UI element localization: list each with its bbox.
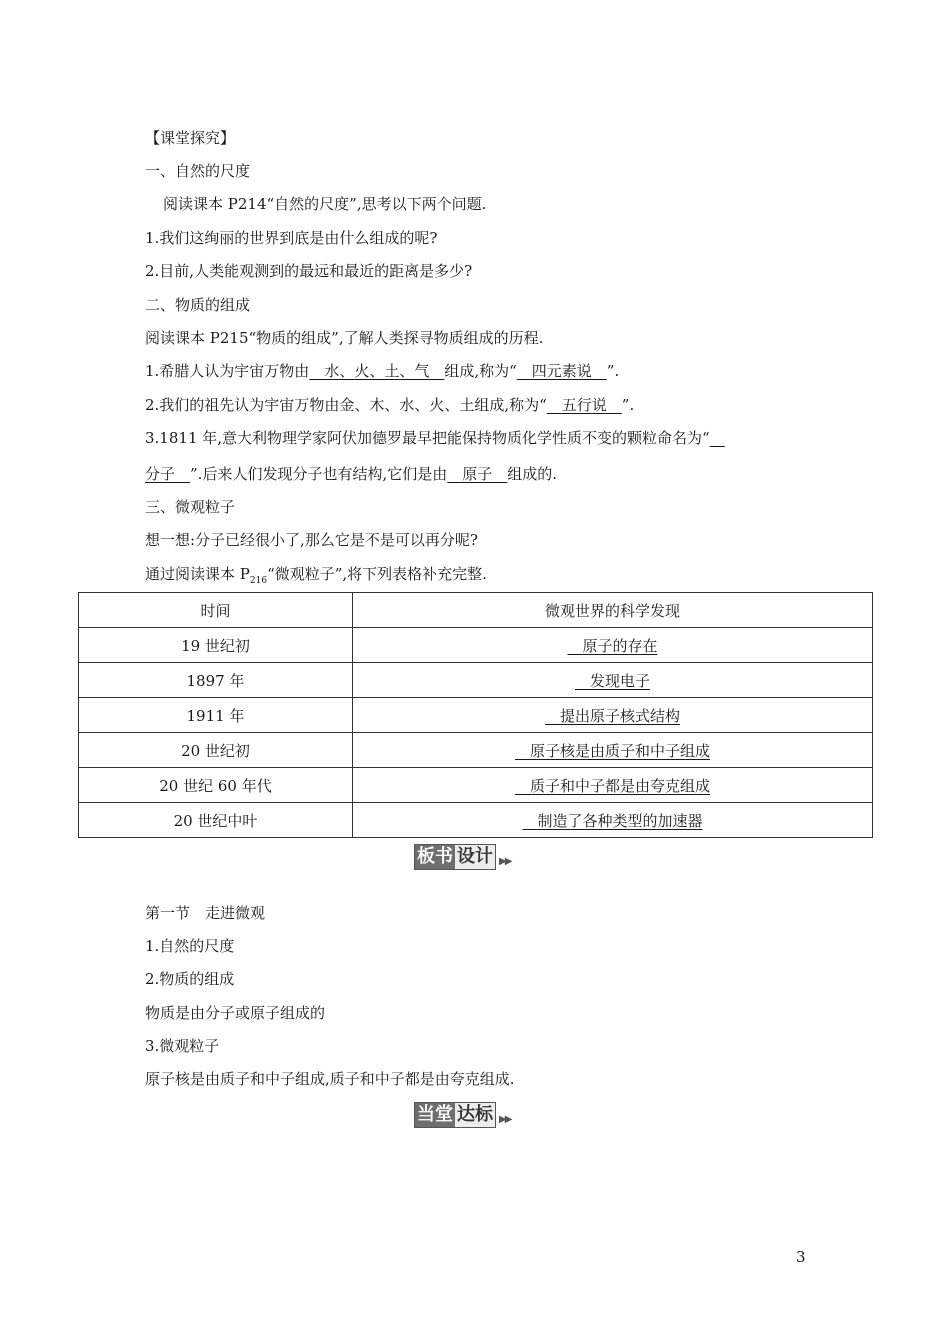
q3-text-c: 组成的. (507, 465, 558, 483)
section-heading: 【课堂探究】 (145, 129, 236, 147)
part3-title: 三、微观粒子 (145, 498, 236, 516)
board-design-banner (414, 844, 510, 870)
board-item-2-detail: 物质是由分子或原子组成的 (145, 1004, 326, 1022)
answer-blank: 五行说 (546, 396, 622, 414)
table-cell-time: 20 世纪 60 年代 (79, 768, 353, 803)
table-row (79, 733, 873, 768)
q2-text-b: ”. (621, 396, 635, 414)
banner-box (414, 1102, 496, 1128)
table-cell-discovery (353, 663, 873, 698)
part1-question-1: 1.我们这绚丽的世界到底是由什么组成的呢? (145, 229, 438, 247)
table-cell-discovery (353, 698, 873, 733)
board-item-2: 2.物质的组成 (145, 970, 235, 988)
double-arrow-icon: ▶▶ (499, 855, 511, 867)
answer-blank: 四元素说 (516, 362, 607, 380)
table-row (79, 698, 873, 733)
answer-blank: 水、火、土、气 (309, 362, 445, 380)
part3-think: 想一想:分子已经很小了,那么它是不是可以再分呢? (145, 531, 478, 549)
answer-blank: 制造了各种类型的加速器 (522, 811, 703, 830)
q2-text-a: 2.我们的祖先认为宇宙万物由金、木、水、火、土组成,称为“ (145, 396, 547, 414)
answer-blank: 发现电子 (574, 671, 650, 690)
discovery-table (78, 592, 873, 838)
answer-blank (710, 429, 725, 447)
board-title: 第一节 走进微观 (145, 904, 266, 922)
banner-dark-text: 板书 (417, 846, 453, 867)
table-row (79, 663, 873, 698)
table-cell-discovery (353, 803, 873, 838)
part2-intro: 阅读课本 P215“物质的组成”,了解人类探寻物质组成的历程. (145, 329, 544, 347)
board-item-3: 3.微观粒子 (145, 1037, 220, 1055)
class-practice-banner (414, 1102, 510, 1128)
answer-blank: 原子 (447, 465, 508, 483)
table-cell-time: 1911 年 (79, 698, 353, 733)
answer-blank: 提出原子核式结构 (544, 706, 680, 725)
table-row (79, 768, 873, 803)
table-cell-discovery (353, 628, 873, 663)
banner-box (414, 844, 496, 870)
part2-question-3 (145, 428, 725, 448)
q3-text-b: ”.后来人们发现分子也有结构,它们是由 (190, 465, 448, 483)
table-row (79, 628, 873, 663)
banner-light-text: 设计 (457, 846, 493, 867)
intro-text-a: 通过阅读课本 P (145, 565, 250, 583)
table-header-discovery: 微观世界的科学发现 (353, 593, 873, 628)
page-number: 3 (796, 1248, 806, 1266)
part2-question-2 (145, 395, 634, 415)
table-cell-discovery (353, 733, 873, 768)
board-item-1: 1.自然的尺度 (145, 937, 235, 955)
table-cell-discovery (353, 768, 873, 803)
q1-text-c: ”. (606, 362, 620, 380)
table-cell-time: 20 世纪初 (79, 733, 353, 768)
banner-dark-text: 当堂 (417, 1104, 453, 1125)
q1-text-a: 1.希腊人认为宇宙万物由 (145, 362, 310, 380)
table-cell-time: 1897 年 (79, 663, 353, 698)
answer-blank: 分子 (145, 465, 191, 483)
table-cell-time: 19 世纪初 (79, 628, 353, 663)
part2-question-1 (145, 361, 619, 381)
q3-text-a: 3.1811 年,意大利物理学家阿伏加德罗最早把能保持物质化学性质不变的颗粒命名为“ (145, 429, 710, 447)
intro-text-b: “微观粒子”,将下列表格补充完整. (267, 565, 487, 583)
table-row (79, 803, 873, 838)
q1-text-b: 组成,称为“ (444, 362, 517, 380)
table-cell-time: 20 世纪中叶 (79, 803, 353, 838)
answer-blank: 原子的存在 (567, 636, 658, 655)
answer-blank: 质子和中子都是由夸克组成 (514, 776, 710, 795)
part3-intro (145, 564, 487, 591)
table-header-time: 时间 (79, 593, 353, 628)
part1-title: 一、自然的尺度 (145, 162, 251, 180)
part2-question-3-continued (145, 464, 557, 484)
part1-question-2: 2.目前,人类能观测到的最远和最近的距离是多少? (145, 262, 473, 280)
table-header-row (79, 593, 873, 628)
part1-intro: 阅读课本 P214“自然的尺度”,思考以下两个问题. (163, 195, 487, 213)
double-arrow-icon: ▶▶ (499, 1113, 511, 1125)
banner-light-text: 达标 (457, 1104, 493, 1125)
answer-blank: 原子核是由质子和中子组成 (514, 741, 710, 760)
board-item-3-detail: 原子核是由质子和中子组成,质子和中子都是由夸克组成. (145, 1070, 515, 1088)
page-subscript: 216 (249, 576, 268, 586)
part2-title: 二、物质的组成 (145, 296, 251, 314)
